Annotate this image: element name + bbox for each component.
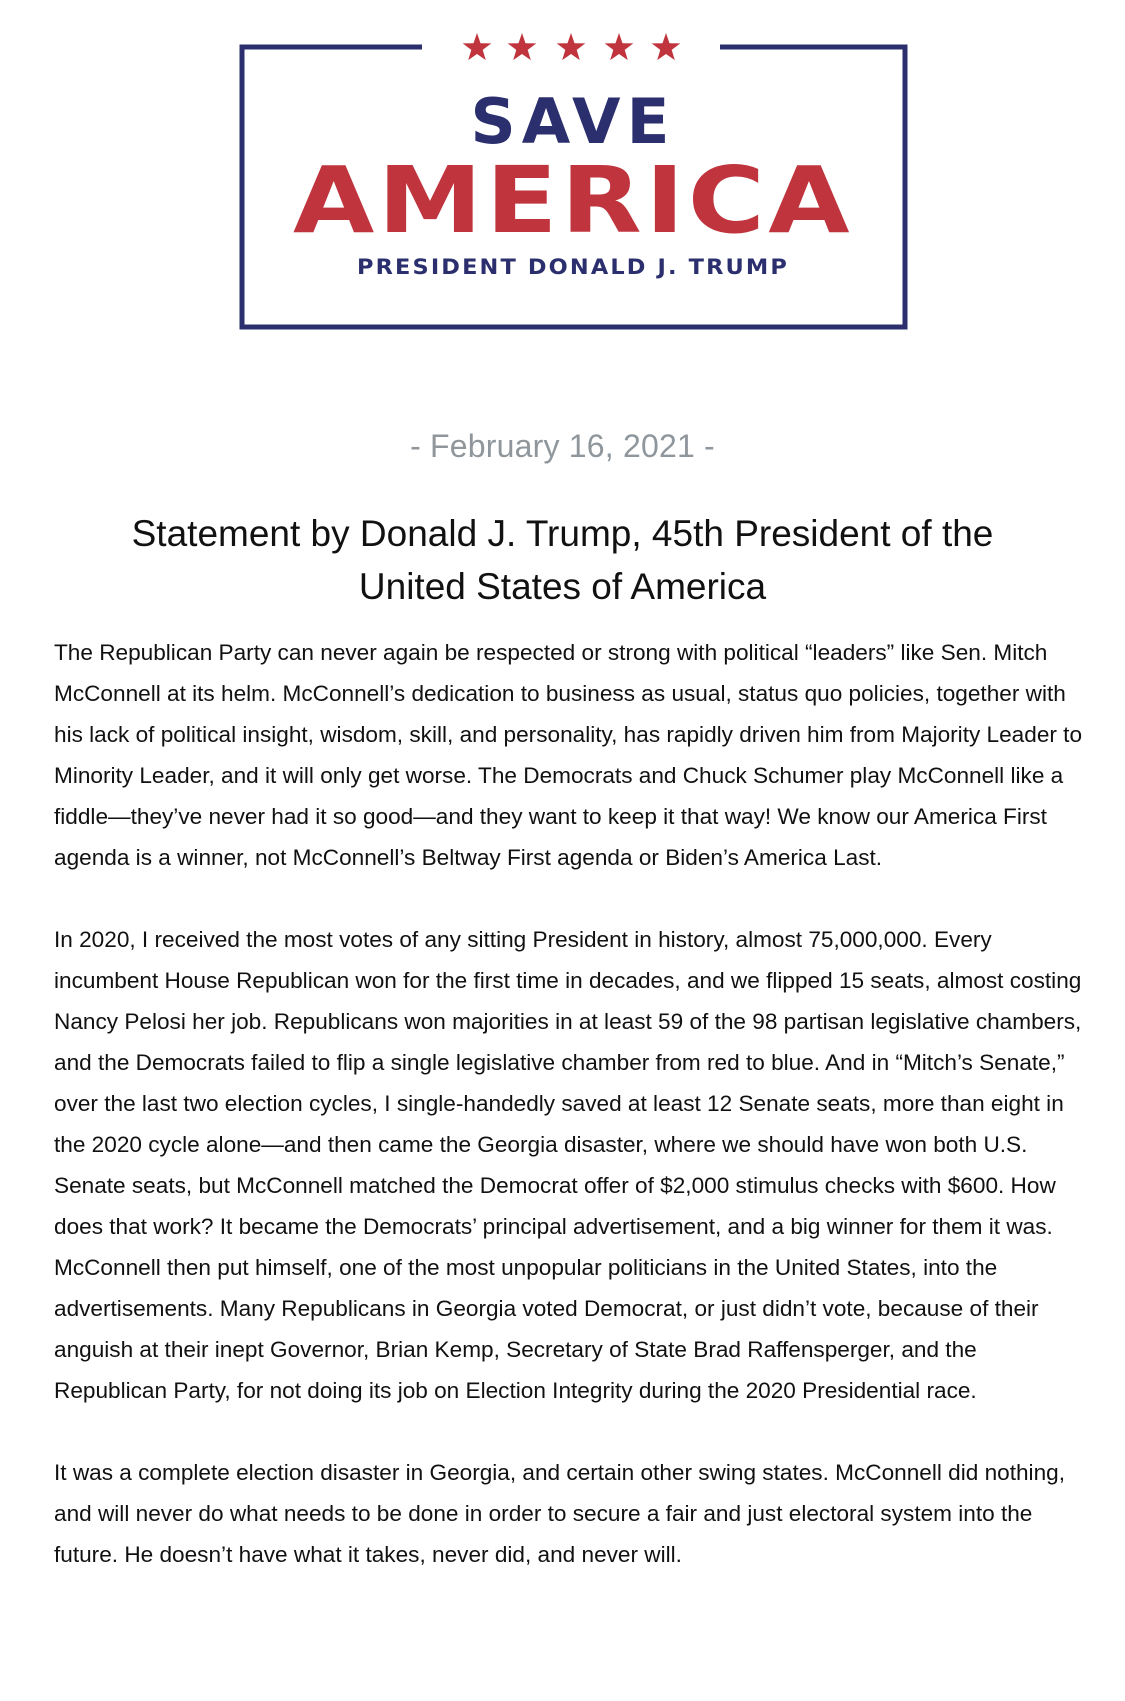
- statement-title: Statement by Donald J. Trump, 45th President of the United States of America: [131, 513, 994, 607]
- paragraph-2: In 2020, I received the most votes of any sitting President in history, almost 75,000,000. Every incumbent House Republican won for the first time in decades, and we flipped 15 seats, almost costing Nancy Pelosi her job. Republicans won majorities in at least 59 of the 98 partisan legislative chambers, and the Democrats failed to flip a single legislative chamber from red to blue. And in “Mitch’s Senate,” over the last two election cycles, I single-handedly saved at least 12 Senate seats, more than eight in the 2020 cycle alone—and then came the Georgia disaster, where we should have won both U.S. Senate seats, but McConnell matched the Democrat offer of $2,000 stimulus checks with $600. How does that work? It became the Democrats’ principal advertisement, and a big winner for them it was. McConnell then put himself, one of the most unpopular politicians in the United States, into the advertisements. Many Republicans in Georgia voted Democrat, or just didn’t vote, because of their anguish at their inept Governor, Brian Kemp, Secretary of State Brad Raffensperger, and the Republican Party, for not doing its job on Election Integrity during the 2020 Presidential race.: [54, 927, 1082, 1403]
- save-america-logo: [0, 0, 1125, 360]
- logo-save: SAVE: [470, 85, 676, 158]
- statement-date: - February 16, 2021 -: [410, 428, 715, 464]
- logo-stars: [463, 33, 681, 60]
- paragraph-3: It was a complete election disaster in Georgia, and certain other swing states. McConnell did nothing, and will never do what needs to be done in order to secure a fair and just electoral system into the future. He doesn’t have what it takes, never did, and never will.: [54, 1460, 1065, 1567]
- statement-body: [54, 632, 1084, 1616]
- logo-america: AMERICA: [293, 147, 853, 254]
- star-icon: [652, 33, 681, 60]
- paragraph-1: The Republican Party can never again be respected or strong with political “leaders” like Sen. Mitch McConnell at its helm. McConnell’s dedication to business as usual, status quo policies, together with his lack of political insight, wisdom, skill, and personality, has rapidly driven him from Majority Leader to Minority Leader, and it will only get worse. The Democrats and Chuck Schumer play McConnell like a fiddle—they’ve never had it so good—and they want to keep it that way! We know our America First agenda is a winner, not McConnell’s Beltway First agenda or Biden’s America Last.: [54, 640, 1083, 870]
- star-icon: [463, 33, 492, 60]
- star-icon: [605, 33, 634, 60]
- logo-president-line: PRESIDENT DONALD J. TRUMP: [357, 255, 789, 279]
- star-icon: [508, 33, 537, 60]
- star-icon: [557, 33, 586, 60]
